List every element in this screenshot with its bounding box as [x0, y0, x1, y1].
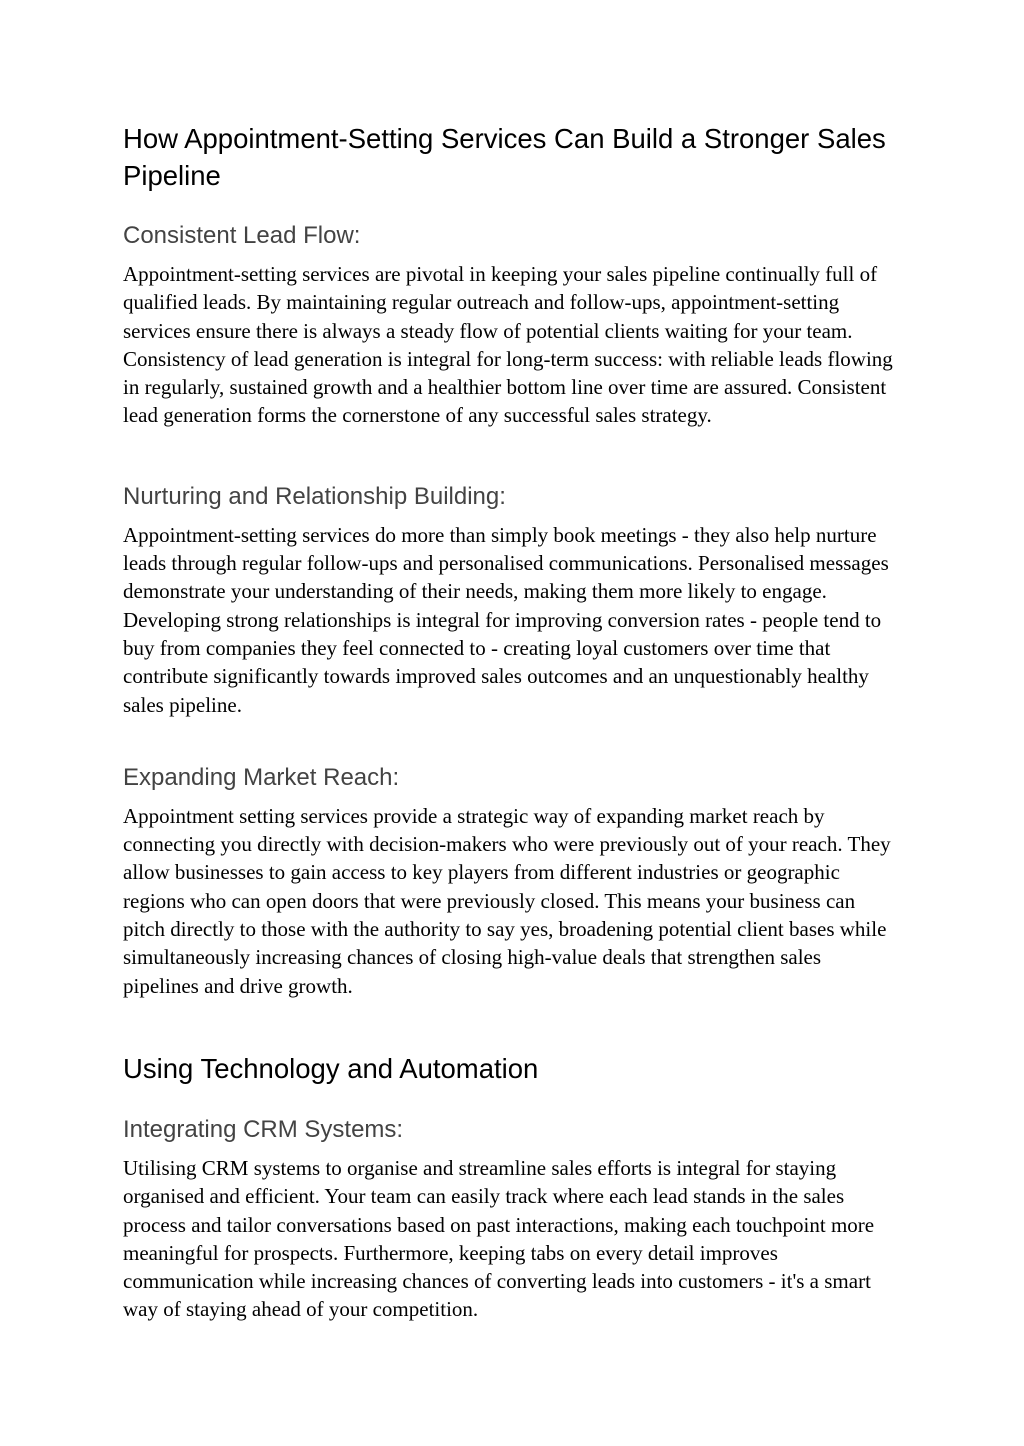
paragraph-consistent-lead-flow: Appointment-setting services are pivotal in keeping your sales pipeline continually full of qualified leads. By maintaining regular outreach and follow-ups, appointment-setting services ensure there is always a steady flow of potential clients waiting for your team. Consistency of lead generation is integral for long-term success: with reliable leads flowing in regularly, sustained growth and a healthier bottom line over time are assured. Consistent lead generation forms the cornerstone of any successful sales strategy.: [123, 262, 893, 428]
section-heading-nurturing-relationship-building: Nurturing and Relationship Building:: [123, 482, 506, 510]
paragraph-nurturing-relationship-building: Appointment-setting services do more than simply book meetings - they also help nurture leads through regular follow-ups and personalised communications. Personalised messages demonstrate your understanding of their needs, making them more likely to engage. Developing strong relationships is integral for improving conversion rates - people tend to buy from companies they feel connected to - creating loyal customers over time that contribute significantly towards improved sales outcomes and an unquestionably healthy sales pipeline.: [123, 522, 889, 717]
paragraph-integrating-crm-systems: Utilising CRM systems to organise and streamline sales efforts is integral for staying organised and efficient. Your team can easily track where each lead stands in the sales process and tailor conversations based on past interactions, making each touchpoint more meaningful for prospects. Furthermore, keeping tabs on every detail improves communication while increasing chances of converting leads into customers - it's a smart way of staying ahead of your competition.: [123, 1155, 875, 1322]
document-title: How Appointment-Setting Services Can Build a Stronger Sales Pipeline: [123, 123, 886, 191]
section-heading-expanding-market-reach: Expanding Market Reach:: [123, 763, 400, 791]
paragraph-expanding-market-reach: Appointment setting services provide a strategic way of expanding market reach by connecting you directly with decision-makers who were previously out of your reach. They allow businesses to gain access to key players from different industries or geographic regions who can open doors that were previously closed. This means your business can pitch directly to those with the authority to say yes, broadening potential client bases while simultaneously increasing chances of closing high-value deals that strengthen sales pipelines and drive growth.: [123, 803, 891, 998]
section-heading-integrating-crm-systems: Integrating CRM Systems:: [123, 1115, 404, 1143]
section-heading-consistent-lead-flow: Consistent Lead Flow:: [123, 222, 361, 249]
chapter-title-using-technology-and-automation: Using Technology and Automation: [123, 1052, 539, 1084]
